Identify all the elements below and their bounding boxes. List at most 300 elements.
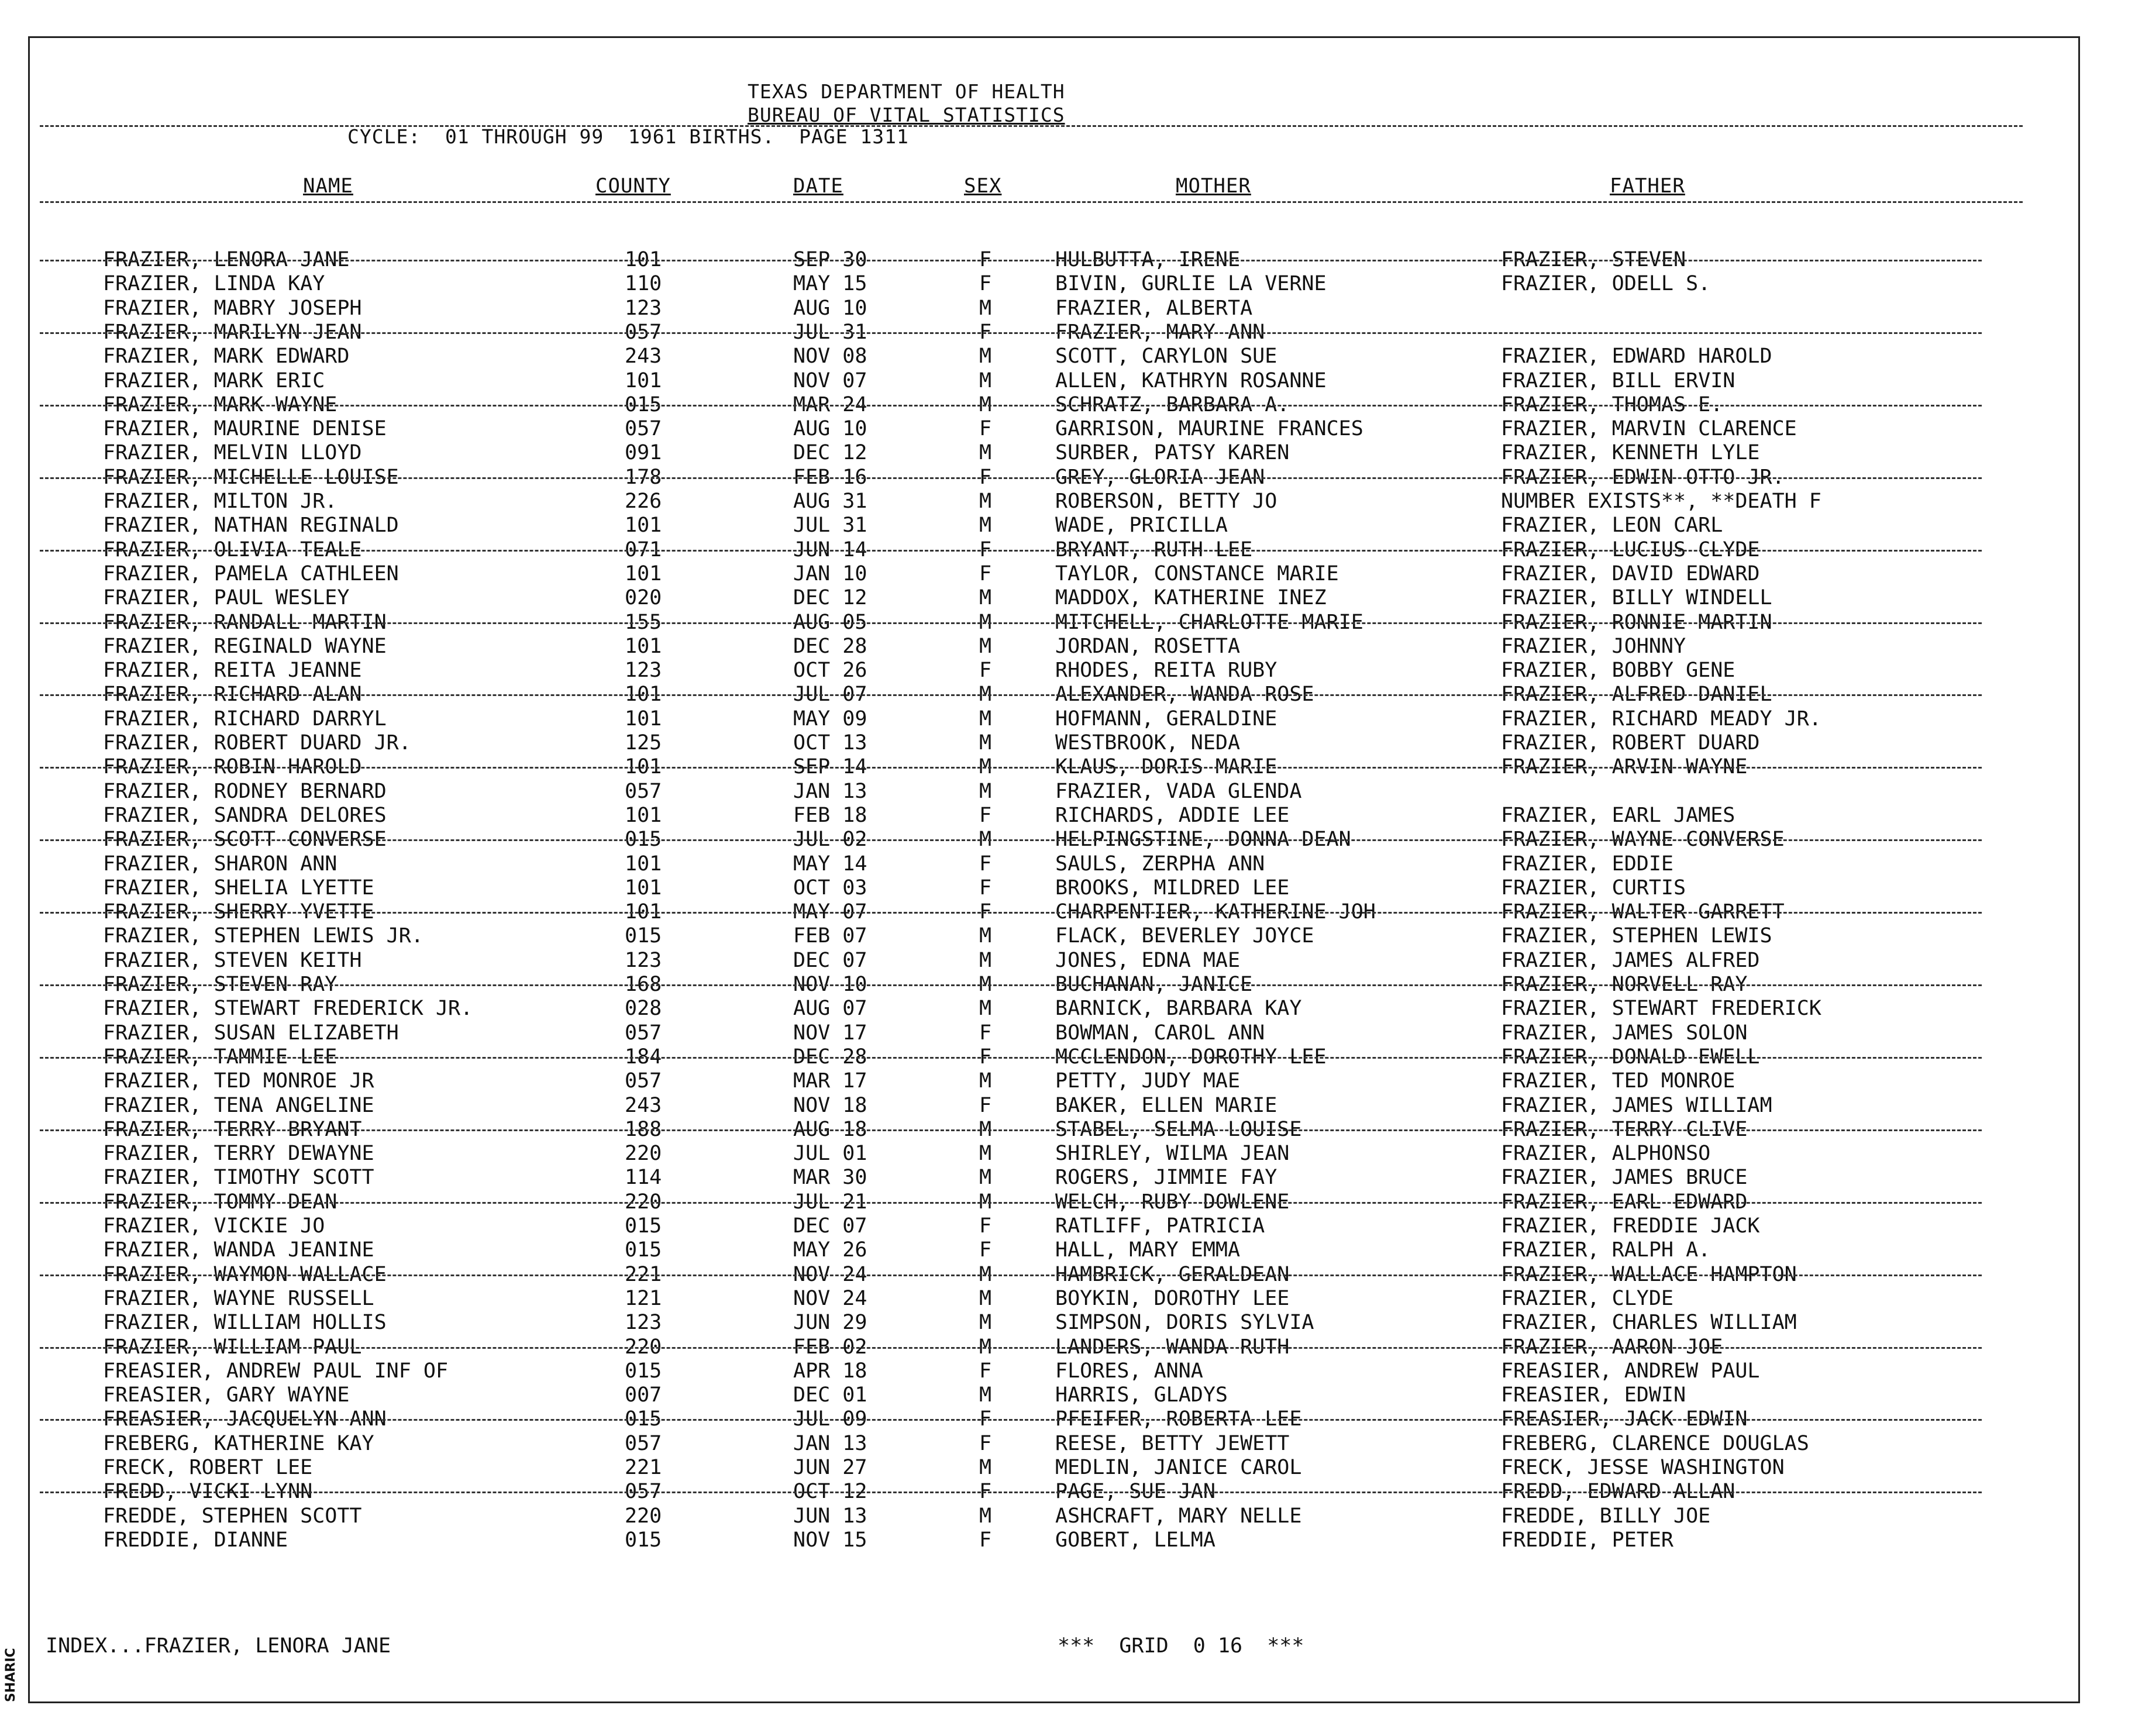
record-county: 220 xyxy=(625,1142,662,1166)
record-row xyxy=(0,321,2135,345)
record-county: 057 xyxy=(625,417,662,441)
record-father: FRAZIER, STEVEN xyxy=(1501,248,1686,271)
record-row xyxy=(0,490,2135,514)
record-row xyxy=(0,635,2135,659)
record-county: 057 xyxy=(625,779,662,803)
record-father: FRAZIER, JAMES ALFRED xyxy=(1501,948,1760,972)
record-father: FRAZIER, EARL JAMES xyxy=(1501,803,1735,827)
record-mother: FRAZIER, ALBERTA xyxy=(1055,296,1253,320)
record-mother: SCHRATZ, BARBARA A. xyxy=(1055,392,1290,416)
record-mother: PAGE, SUE JAN xyxy=(1055,1480,1215,1504)
record-mother: BARNICK, BARBARA KAY xyxy=(1055,997,1302,1021)
record-sex: F xyxy=(979,1021,992,1045)
record-sex: F xyxy=(979,538,992,562)
column-header-name: NAME xyxy=(303,174,353,198)
record-father: FRAZIER, MARVIN CLARENCE xyxy=(1501,417,1797,441)
record-name: FRAZIER, SHELIA LYETTE xyxy=(103,876,374,900)
record-date: MAY 26 xyxy=(793,1238,867,1262)
record-sex: M xyxy=(979,392,992,416)
record-date: FEB 18 xyxy=(793,803,867,827)
record-mother: HELPINGSTINE, DONNA DEAN xyxy=(1055,828,1351,852)
record-father: FRAZIER, BILL ERVIN xyxy=(1501,368,1735,392)
record-county: 020 xyxy=(625,586,662,610)
record-date: MAR 30 xyxy=(793,1166,867,1190)
record-father: FRAZIER, EARL EDWARD xyxy=(1501,1190,1748,1214)
record-sex: M xyxy=(979,296,992,320)
record-name: FRAZIER, TIMOTHY SCOTT xyxy=(103,1166,374,1190)
record-father: FRAZIER, FREDDIE JACK xyxy=(1501,1214,1760,1238)
record-name: FRAZIER, WAYNE RUSSELL xyxy=(103,1286,374,1310)
record-mother: GARRISON, MAURINE FRANCES xyxy=(1055,417,1363,441)
record-father: FREASIER, JACK EDWIN xyxy=(1501,1407,1748,1431)
record-row xyxy=(0,369,2135,393)
record-row xyxy=(0,900,2135,924)
record-date: JUN 13 xyxy=(793,1504,867,1528)
record-father: FRAZIER, TED MONROE xyxy=(1501,1069,1735,1093)
record-name: FREASIER, GARY WAYNE xyxy=(103,1383,350,1407)
record-row xyxy=(0,1190,2135,1214)
record-row xyxy=(0,466,2135,490)
record-mother: MADDOX, KATHERINE INEZ xyxy=(1055,586,1327,610)
record-date: DEC 28 xyxy=(793,1045,867,1069)
record-mother: BRYANT, RUTH LEE xyxy=(1055,538,1253,562)
record-date: AUG 31 xyxy=(793,490,867,513)
record-sex: M xyxy=(979,973,992,996)
record-mother: FLORES, ANNA xyxy=(1055,1359,1203,1383)
grid-footer: *** GRID 0 16 *** xyxy=(1058,1634,1304,1658)
record-father: FRAZIER, EDWARD HAROLD xyxy=(1501,345,1772,368)
record-row xyxy=(0,441,2135,465)
record-name: FRAZIER, PAMELA CATHLEEN xyxy=(103,562,399,585)
record-father: FRAZIER, RALPH A. xyxy=(1501,1238,1711,1262)
record-father: NUMBER EXISTS**, **DEATH F xyxy=(1501,490,1821,513)
column-header-sex: SEX xyxy=(964,174,1002,198)
record-mother: FLACK, BEVERLEY JOYCE xyxy=(1055,924,1314,948)
record-name: FRAZIER, STEWART FREDERICK JR. xyxy=(103,997,473,1021)
record-sex: M xyxy=(979,586,992,610)
record-row xyxy=(0,1094,2135,1118)
record-name: FREDDIE, DIANNE xyxy=(103,1528,288,1552)
record-row xyxy=(0,828,2135,852)
record-row xyxy=(0,1045,2135,1069)
record-row xyxy=(0,562,2135,586)
record-county: 123 xyxy=(625,948,662,972)
record-name: FRAZIER, STEVEN KEITH xyxy=(103,948,362,972)
record-sex: F xyxy=(979,417,992,441)
record-date: MAR 17 xyxy=(793,1069,867,1093)
record-date: OCT 26 xyxy=(793,659,867,683)
record-mother: GREY, GLORIA JEAN xyxy=(1055,465,1265,489)
record-row xyxy=(0,707,2135,731)
record-county: 101 xyxy=(625,876,662,900)
record-mother: GOBERT, LELMA xyxy=(1055,1528,1215,1552)
record-name: FRAZIER, SANDRA DELORES xyxy=(103,803,387,827)
record-mother: ROBERSON, BETTY JO xyxy=(1055,490,1277,513)
record-mother: PFEIFER, ROBERTA LEE xyxy=(1055,1407,1302,1431)
record-mother: SCOTT, CARYLON SUE xyxy=(1055,345,1277,368)
record-sex: M xyxy=(979,948,992,972)
record-mother: MEDLIN, JANICE CAROL xyxy=(1055,1456,1302,1479)
record-row xyxy=(0,973,2135,997)
record-sex: F xyxy=(979,852,992,876)
column-header-county: COUNTY xyxy=(595,174,671,198)
record-county: 015 xyxy=(625,1407,662,1431)
record-county: 057 xyxy=(625,1069,662,1093)
record-name: FRAZIER, SHERRY YVETTE xyxy=(103,900,374,924)
record-date: FEB 02 xyxy=(793,1335,867,1359)
record-name: FRAZIER, MARK WAYNE xyxy=(103,392,338,416)
record-sex: M xyxy=(979,345,992,368)
record-father: FRAZIER, NORVELL RAY xyxy=(1501,973,1748,996)
record-county: 071 xyxy=(625,538,662,562)
record-row xyxy=(0,876,2135,900)
record-row xyxy=(0,1359,2135,1383)
record-date: NOV 15 xyxy=(793,1528,867,1552)
record-father: FRAZIER, JAMES WILLIAM xyxy=(1501,1093,1772,1117)
record-name: FRAZIER, ROBERT DUARD JR. xyxy=(103,731,411,755)
record-county: 015 xyxy=(625,1214,662,1238)
record-mother: KLAUS, DORIS MARIE xyxy=(1055,755,1277,779)
record-sex: M xyxy=(979,1262,992,1286)
record-row xyxy=(0,852,2135,876)
record-name: FRAZIER, LINDA KAY xyxy=(103,272,325,296)
record-county: 188 xyxy=(625,1117,662,1141)
record-mother: MCCLENDON, DOROTHY LEE xyxy=(1055,1045,1327,1069)
record-row xyxy=(0,1504,2135,1528)
record-row xyxy=(0,1238,2135,1262)
record-father: FRAZIER, AARON JOE xyxy=(1501,1335,1723,1359)
record-father: FRAZIER, CLYDE xyxy=(1501,1286,1674,1310)
record-name: FRAZIER, REGINALD WAYNE xyxy=(103,634,387,658)
record-county: 101 xyxy=(625,248,662,271)
record-county: 057 xyxy=(625,1480,662,1504)
record-date: MAY 14 xyxy=(793,852,867,876)
record-sex: F xyxy=(979,248,992,271)
record-name: FRAZIER, WAYMON WALLACE xyxy=(103,1262,387,1286)
record-father: FRAZIER, LEON CARL xyxy=(1501,514,1723,538)
record-mother: WADE, PRICILLA xyxy=(1055,514,1228,538)
record-county: 226 xyxy=(625,490,662,513)
record-name: FRAZIER, TENA ANGELINE xyxy=(103,1093,374,1117)
record-mother: ASHCRAFT, MARY NELLE xyxy=(1055,1504,1302,1528)
record-sex: M xyxy=(979,924,992,948)
record-row xyxy=(0,1214,2135,1238)
record-sex: M xyxy=(979,1383,992,1407)
record-sex: M xyxy=(979,997,992,1021)
record-date: NOV 07 xyxy=(793,368,867,392)
record-father: FRAZIER, JAMES BRUCE xyxy=(1501,1166,1748,1190)
record-name: FRAZIER, RODNEY BERNARD xyxy=(103,779,387,803)
record-sex: M xyxy=(979,634,992,658)
record-father: FRAZIER, WALTER GARRETT xyxy=(1501,900,1785,924)
record-name: FRAZIER, PAUL WESLEY xyxy=(103,586,350,610)
header-title: TEXAS DEPARTMENT OF HEALTH xyxy=(748,80,1065,103)
record-row xyxy=(0,683,2135,707)
record-father: FRAZIER, ARVIN WAYNE xyxy=(1501,755,1748,779)
record-row xyxy=(0,1456,2135,1480)
record-sex: M xyxy=(979,514,992,538)
record-father: FRAZIER, DAVID EDWARD xyxy=(1501,562,1760,585)
record-row xyxy=(0,780,2135,804)
record-date: MAY 15 xyxy=(793,272,867,296)
record-mother: SAULS, ZERPHA ANN xyxy=(1055,852,1265,876)
record-sex: F xyxy=(979,562,992,585)
record-row xyxy=(0,538,2135,562)
record-date: APR 18 xyxy=(793,1359,867,1383)
record-name: FRAZIER, MARK EDWARD xyxy=(103,345,350,368)
record-date: NOV 08 xyxy=(793,345,867,368)
record-county: 114 xyxy=(625,1166,662,1190)
record-county: 101 xyxy=(625,755,662,779)
record-county: 015 xyxy=(625,828,662,852)
record-county: 101 xyxy=(625,852,662,876)
record-father: FRAZIER, ODELL S. xyxy=(1501,272,1711,296)
record-row xyxy=(0,1432,2135,1456)
record-date: MAY 09 xyxy=(793,707,867,731)
record-date: JUL 31 xyxy=(793,514,867,538)
record-name: FRAZIER, STEVEN RAY xyxy=(103,973,338,996)
record-county: 057 xyxy=(625,1021,662,1045)
record-sex: F xyxy=(979,272,992,296)
record-date: JUN 27 xyxy=(793,1456,867,1479)
record-county: 015 xyxy=(625,924,662,948)
record-county: 101 xyxy=(625,368,662,392)
record-row xyxy=(0,417,2135,441)
record-name: FRAZIER, MAURINE DENISE xyxy=(103,417,387,441)
record-county: 015 xyxy=(625,1359,662,1383)
record-mother: SHIRLEY, WILMA JEAN xyxy=(1055,1142,1290,1166)
record-mother: SIMPSON, DORIS SYLVIA xyxy=(1055,1311,1314,1335)
record-name: FREDD, VICKI LYNN xyxy=(103,1480,313,1504)
record-mother: BROOKS, MILDRED LEE xyxy=(1055,876,1290,900)
record-date: AUG 18 xyxy=(793,1117,867,1141)
record-county: 091 xyxy=(625,441,662,465)
record-name: FRAZIER, SUSAN ELIZABETH xyxy=(103,1021,399,1045)
record-name: FREDDE, STEPHEN SCOTT xyxy=(103,1504,362,1528)
record-sex: M xyxy=(979,1456,992,1479)
record-sex: M xyxy=(979,1504,992,1528)
record-mother: HULBUTTA, IRENE xyxy=(1055,248,1241,271)
header-divider xyxy=(40,125,2023,127)
record-row xyxy=(0,393,2135,417)
record-father: FRAZIER, THOMAS E. xyxy=(1501,392,1723,416)
record-sex: M xyxy=(979,683,992,707)
cycle-line: CYCLE: 01 THROUGH 99 1961 BIRTHS. PAGE 1311 xyxy=(347,125,909,148)
record-name: FRAZIER, MICHELLE LOUISE xyxy=(103,465,399,489)
record-mother: RICHARDS, ADDIE LEE xyxy=(1055,803,1290,827)
record-county: 101 xyxy=(625,562,662,585)
record-row xyxy=(0,1383,2135,1407)
record-row xyxy=(0,1263,2135,1287)
record-father: FREDDIE, PETER xyxy=(1501,1528,1674,1552)
record-mother: CHARPENTIER, KATHERINE JOH xyxy=(1055,900,1376,924)
record-county: 110 xyxy=(625,272,662,296)
record-sex: M xyxy=(979,1117,992,1141)
record-name: FRAZIER, MABRY JOSEPH xyxy=(103,296,362,320)
record-mother: HAMBRICK, GERALDEAN xyxy=(1055,1262,1290,1286)
record-name: FRAZIER, RICHARD ALAN xyxy=(103,683,362,707)
record-date: JUL 09 xyxy=(793,1407,867,1431)
record-father: FRAZIER, CHARLES WILLIAM xyxy=(1501,1311,1797,1335)
record-sex: F xyxy=(979,803,992,827)
record-sex: M xyxy=(979,1069,992,1093)
record-row xyxy=(0,1311,2135,1335)
record-father: FRAZIER, BILLY WINDELL xyxy=(1501,586,1772,610)
record-mother: JONES, EDNA MAE xyxy=(1055,948,1241,972)
record-row xyxy=(0,1142,2135,1166)
record-sex: M xyxy=(979,368,992,392)
record-name: FRAZIER, RICHARD DARRYL xyxy=(103,707,387,731)
record-date: AUG 07 xyxy=(793,997,867,1021)
record-father: FRAZIER, ALPHONSO xyxy=(1501,1142,1711,1166)
record-county: 101 xyxy=(625,514,662,538)
record-date: FEB 07 xyxy=(793,924,867,948)
record-mother: ROGERS, JIMMIE FAY xyxy=(1055,1166,1277,1190)
record-father: FRAZIER, TERRY CLIVE xyxy=(1501,1117,1748,1141)
record-county: 155 xyxy=(625,610,662,634)
record-county: 121 xyxy=(625,1286,662,1310)
index-footer: INDEX...FRAZIER, LENORA JANE xyxy=(46,1634,391,1658)
record-name: FRAZIER, WANDA JEANINE xyxy=(103,1238,374,1262)
record-father: FRAZIER, STEPHEN LEWIS xyxy=(1501,924,1772,948)
record-row xyxy=(0,514,2135,538)
record-date: JUL 02 xyxy=(793,828,867,852)
record-name: FREASIER, ANDREW PAUL INF OF xyxy=(103,1359,449,1383)
record-row xyxy=(0,611,2135,635)
record-row xyxy=(0,1069,2135,1093)
record-name: FREASIER, JACQUELYN ANN xyxy=(103,1407,387,1431)
column-header-father: FATHER xyxy=(1610,174,1685,198)
record-mother: BIVIN, GURLIE LA VERNE xyxy=(1055,272,1327,296)
record-mother: ALLEN, KATHRYN ROSANNE xyxy=(1055,368,1327,392)
record-mother: HARRIS, GLADYS xyxy=(1055,1383,1228,1407)
record-father: FRAZIER, RONNIE MARTIN xyxy=(1501,610,1772,634)
record-row xyxy=(0,997,2135,1021)
record-date: OCT 13 xyxy=(793,731,867,755)
record-mother: RHODES, REITA RUBY xyxy=(1055,659,1277,683)
record-mother: BOYKIN, DOROTHY LEE xyxy=(1055,1286,1290,1310)
record-father: FRAZIER, WAYNE CONVERSE xyxy=(1501,828,1785,852)
record-father: FRAZIER, BOBBY GENE xyxy=(1501,659,1735,683)
record-sex: M xyxy=(979,1190,992,1214)
record-name: FRAZIER, WILLIAM PAUL xyxy=(103,1335,362,1359)
record-row xyxy=(0,924,2135,948)
record-county: 101 xyxy=(625,707,662,731)
record-mother: ALEXANDER, WANDA ROSE xyxy=(1055,683,1314,707)
record-date: MAY 07 xyxy=(793,900,867,924)
record-date: JUL 31 xyxy=(793,320,867,344)
record-sex: M xyxy=(979,731,992,755)
record-date: NOV 24 xyxy=(793,1262,867,1286)
record-county: 168 xyxy=(625,973,662,996)
record-row xyxy=(0,586,2135,610)
record-row xyxy=(0,949,2135,973)
record-father: FREASIER, ANDREW PAUL xyxy=(1501,1359,1760,1383)
record-date: JUN 14 xyxy=(793,538,867,562)
record-date: DEC 07 xyxy=(793,948,867,972)
record-date: JUL 21 xyxy=(793,1190,867,1214)
record-sex: F xyxy=(979,900,992,924)
record-date: DEC 07 xyxy=(793,1214,867,1238)
record-mother: FRAZIER, MARY ANN xyxy=(1055,320,1265,344)
record-sex: F xyxy=(979,1528,992,1552)
record-father: FRAZIER, EDWIN OTTO JR. xyxy=(1501,465,1785,489)
record-sex: M xyxy=(979,490,992,513)
record-row xyxy=(0,1480,2135,1504)
record-father: FREDDE, BILLY JOE xyxy=(1501,1504,1711,1528)
record-sex: M xyxy=(979,779,992,803)
record-mother: FRAZIER, VADA GLENDA xyxy=(1055,779,1302,803)
record-row xyxy=(0,297,2135,321)
column-header-mother: MOTHER xyxy=(1176,174,1251,198)
record-row xyxy=(0,248,2135,272)
record-father: FRAZIER, STEWART FREDERICK xyxy=(1501,997,1821,1021)
record-date: AUG 10 xyxy=(793,296,867,320)
record-father: FRECK, JESSE WASHINGTON xyxy=(1501,1456,1785,1479)
record-mother: BUCHANAN, JANICE xyxy=(1055,973,1253,996)
record-mother: WELCH, RUBY DOWLENE xyxy=(1055,1190,1290,1214)
record-county: 015 xyxy=(625,392,662,416)
header-subtitle: BUREAU OF VITAL STATISTICS xyxy=(748,104,1065,126)
record-county: 221 xyxy=(625,1456,662,1479)
record-sex: F xyxy=(979,1045,992,1069)
record-father: FRAZIER, ROBERT DUARD xyxy=(1501,731,1760,755)
record-county: 220 xyxy=(625,1504,662,1528)
record-sex: F xyxy=(979,1214,992,1238)
record-date: DEC 12 xyxy=(793,586,867,610)
record-name: FRAZIER, NATHAN REGINALD xyxy=(103,514,399,538)
record-sex: F xyxy=(979,1480,992,1504)
record-sex: F xyxy=(979,1359,992,1383)
record-name: FRAZIER, WILLIAM HOLLIS xyxy=(103,1311,387,1335)
record-date: JUL 01 xyxy=(793,1142,867,1166)
record-row xyxy=(0,272,2135,296)
record-sex: M xyxy=(979,441,992,465)
record-sex: M xyxy=(979,1286,992,1310)
record-name: FRAZIER, MILTON JR. xyxy=(103,490,338,513)
record-sex: F xyxy=(979,465,992,489)
record-sex: F xyxy=(979,320,992,344)
record-county: 015 xyxy=(625,1238,662,1262)
record-county: 057 xyxy=(625,1431,662,1455)
record-father: FRAZIER, JAMES SOLON xyxy=(1501,1021,1748,1045)
record-sex: M xyxy=(979,755,992,779)
record-county: 007 xyxy=(625,1383,662,1407)
column-header-divider xyxy=(40,201,2023,203)
record-row xyxy=(0,1407,2135,1431)
record-row xyxy=(0,1287,2135,1311)
record-row xyxy=(0,1335,2135,1359)
record-mother: MITCHELL, CHARLOTTE MARIE xyxy=(1055,610,1363,634)
record-county: 243 xyxy=(625,345,662,368)
record-mother: HALL, MARY EMMA xyxy=(1055,1238,1241,1262)
record-county: 221 xyxy=(625,1262,662,1286)
record-name: FRAZIER, VICKIE JO xyxy=(103,1214,325,1238)
record-name: FRAZIER, MELVIN LLOYD xyxy=(103,441,362,465)
record-row xyxy=(0,755,2135,779)
record-name: FRAZIER, ROBIN HAROLD xyxy=(103,755,362,779)
record-mother: WESTBROOK, NEDA xyxy=(1055,731,1241,755)
record-sex: M xyxy=(979,1335,992,1359)
record-mother: HOFMANN, GERALDINE xyxy=(1055,707,1277,731)
record-county: 178 xyxy=(625,465,662,489)
record-name: FRAZIER, REITA JEANNE xyxy=(103,659,362,683)
record-father: FREDD, EDWARD ALLAN xyxy=(1501,1480,1735,1504)
record-row xyxy=(0,1528,2135,1552)
record-sex: M xyxy=(979,828,992,852)
record-name: FRAZIER, TERRY DEWAYNE xyxy=(103,1142,374,1166)
record-name: FRAZIER, LENORA JANE xyxy=(103,248,350,271)
